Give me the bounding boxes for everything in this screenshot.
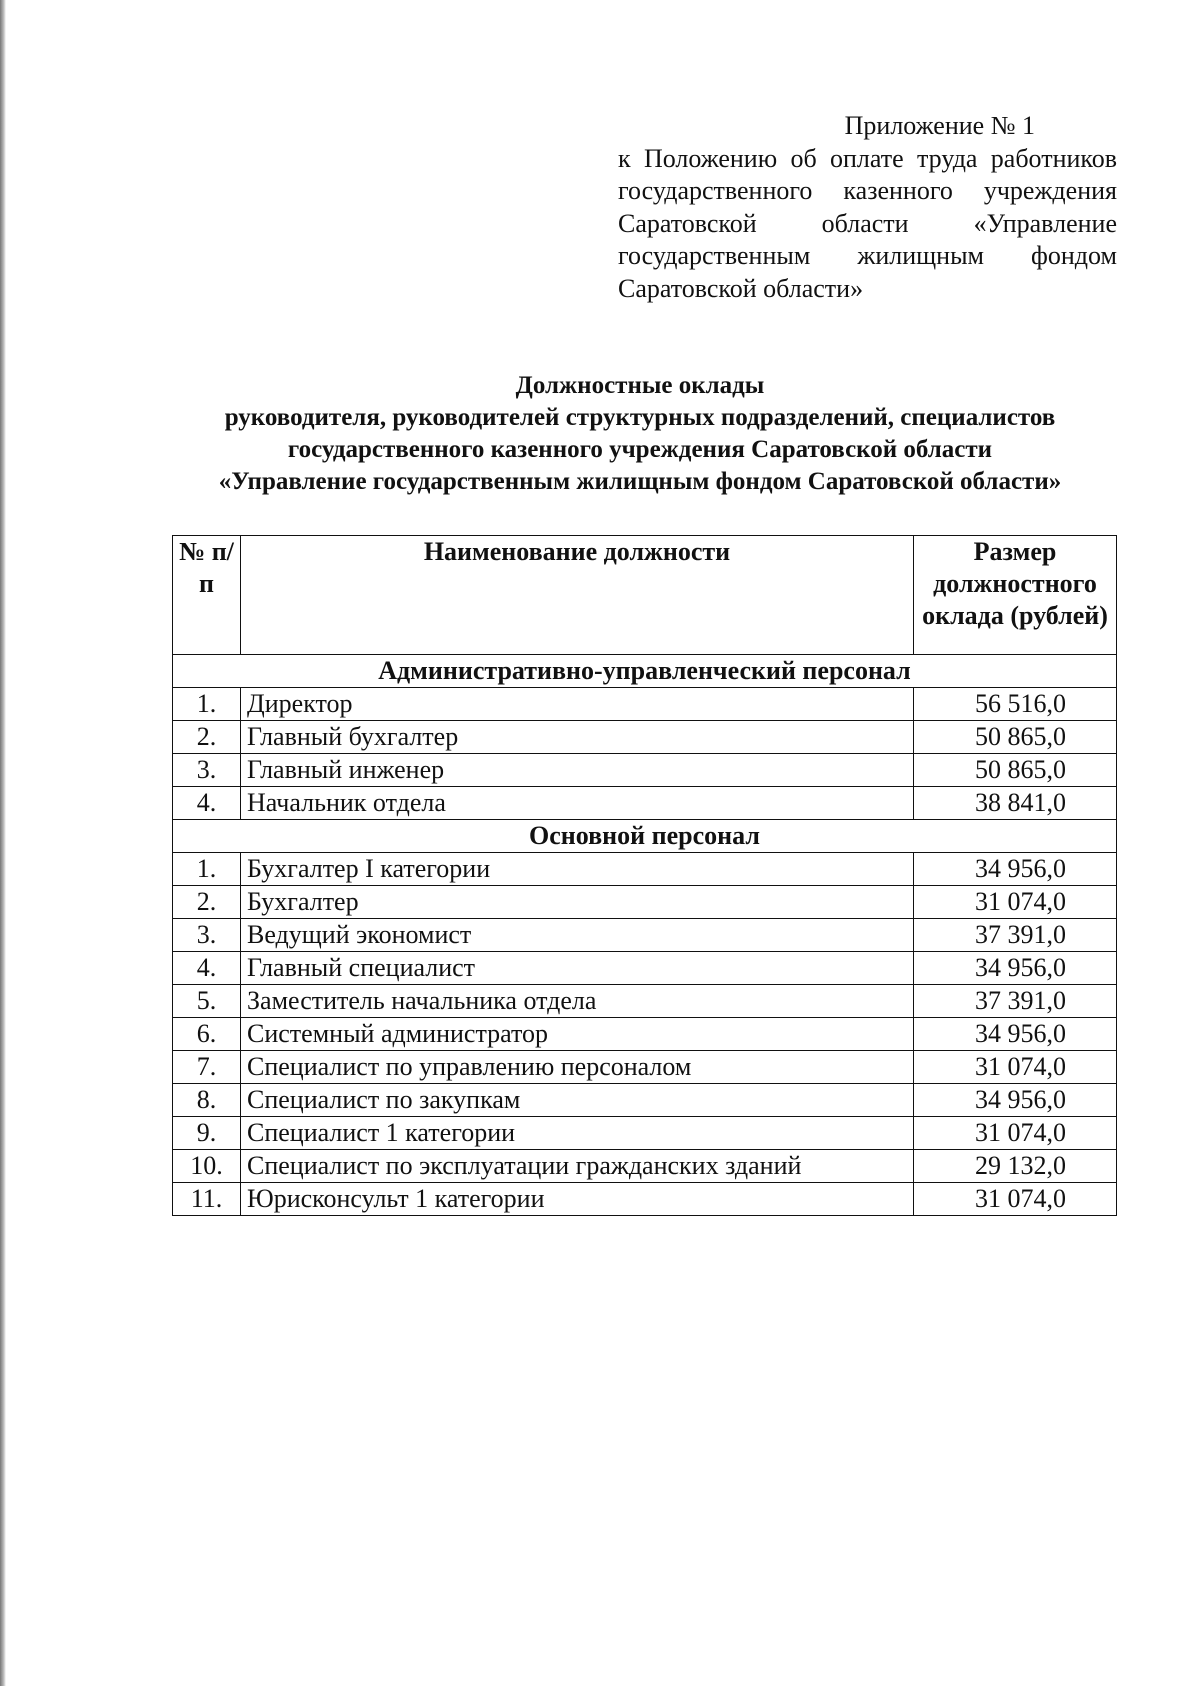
row-number: 8. — [173, 1084, 241, 1117]
salary-value: 29 132,0 — [914, 1150, 1117, 1183]
table-row — [173, 919, 1117, 952]
document-title — [160, 370, 1120, 498]
position-name: Специалист по закупкам — [241, 1084, 914, 1117]
salary-value: 31 074,0 — [914, 1183, 1117, 1216]
row-number: 10. — [173, 1150, 241, 1183]
row-number: 3. — [173, 754, 241, 787]
table-row — [173, 1084, 1117, 1117]
row-number: 1. — [173, 688, 241, 721]
section-row — [173, 820, 1117, 853]
appendix-block — [618, 110, 1117, 305]
position-name: Системный администратор — [241, 1018, 914, 1051]
salary-value: 34 956,0 — [914, 853, 1117, 886]
table-row — [173, 1117, 1117, 1150]
salary-value: 34 956,0 — [914, 1018, 1117, 1051]
row-number: 6. — [173, 1018, 241, 1051]
appendix-text: к Положению об оплате труда работников государственного казенного учреждения Саратовской области «Управление государственным жилищным фондом Саратовской области» — [618, 143, 1117, 303]
position-name: Юрисконсульт 1 категории — [241, 1183, 914, 1216]
position-name: Специалист по эксплуатации гражданских зданий — [241, 1150, 914, 1183]
row-number: 2. — [173, 886, 241, 919]
row-number: 9. — [173, 1117, 241, 1150]
salary-value: 50 865,0 — [914, 721, 1117, 754]
salary-value: 37 391,0 — [914, 985, 1117, 1018]
title-line-3: государственного казенного учреждения Саратовской области — [287, 436, 993, 463]
row-number: 11. — [173, 1183, 241, 1216]
position-name: Главный специалист — [241, 952, 914, 985]
title-line-2: руководителя, руководителей структурных подразделений, специалистов — [224, 404, 1056, 431]
table-row — [173, 1183, 1117, 1216]
row-number: 7. — [173, 1051, 241, 1084]
table-row — [173, 952, 1117, 985]
salary-value: 50 865,0 — [914, 754, 1117, 787]
header-num: № п/п — [173, 536, 241, 655]
position-name: Бухгалтер I категории — [241, 853, 914, 886]
row-number: 2. — [173, 721, 241, 754]
table-row — [173, 688, 1117, 721]
row-number: 3. — [173, 919, 241, 952]
section-title: Основной персонал — [173, 820, 1117, 853]
table-row — [173, 1018, 1117, 1051]
position-name: Специалист 1 категории — [241, 1117, 914, 1150]
salary-table — [172, 535, 1117, 1216]
position-name: Специалист по управлению персоналом — [241, 1051, 914, 1084]
salary-value: 56 516,0 — [914, 688, 1117, 721]
appendix-number: Приложение № 1 — [844, 111, 1035, 140]
title-line-4: «Управление государственным жилищным фондом Саратовской области» — [218, 468, 1062, 495]
section-title: Административно-управленческий персонал — [173, 655, 1117, 688]
table-row — [173, 1150, 1117, 1183]
salary-value: 34 956,0 — [914, 952, 1117, 985]
position-name: Заместитель начальника отдела — [241, 985, 914, 1018]
position-name: Директор — [241, 688, 914, 721]
position-name: Ведущий экономист — [241, 919, 914, 952]
table-row — [173, 886, 1117, 919]
table-header-row — [173, 536, 1117, 655]
salary-value: 34 956,0 — [914, 1084, 1117, 1117]
table-row — [173, 985, 1117, 1018]
position-name: Бухгалтер — [241, 886, 914, 919]
salary-value: 31 074,0 — [914, 1051, 1117, 1084]
section-row — [173, 655, 1117, 688]
table-row — [173, 853, 1117, 886]
salary-value: 31 074,0 — [914, 1117, 1117, 1150]
salary-value: 31 074,0 — [914, 886, 1117, 919]
row-number: 4. — [173, 952, 241, 985]
table-row — [173, 721, 1117, 754]
position-name: Начальник отдела — [241, 787, 914, 820]
table-row — [173, 754, 1117, 787]
row-number: 4. — [173, 787, 241, 820]
salary-value: 37 391,0 — [914, 919, 1117, 952]
header-salary: Размер должностного оклада (рублей) — [914, 536, 1117, 655]
header-name: Наименование должности — [241, 536, 914, 655]
row-number: 1. — [173, 853, 241, 886]
table-body — [173, 655, 1117, 1216]
position-name: Главный бухгалтер — [241, 721, 914, 754]
table-row — [173, 787, 1117, 820]
title-line-1: Должностные оклады — [515, 372, 765, 399]
table-row — [173, 1051, 1117, 1084]
salary-value: 38 841,0 — [914, 787, 1117, 820]
position-name: Главный инженер — [241, 754, 914, 787]
row-number: 5. — [173, 985, 241, 1018]
scan-edge — [0, 0, 6, 1686]
